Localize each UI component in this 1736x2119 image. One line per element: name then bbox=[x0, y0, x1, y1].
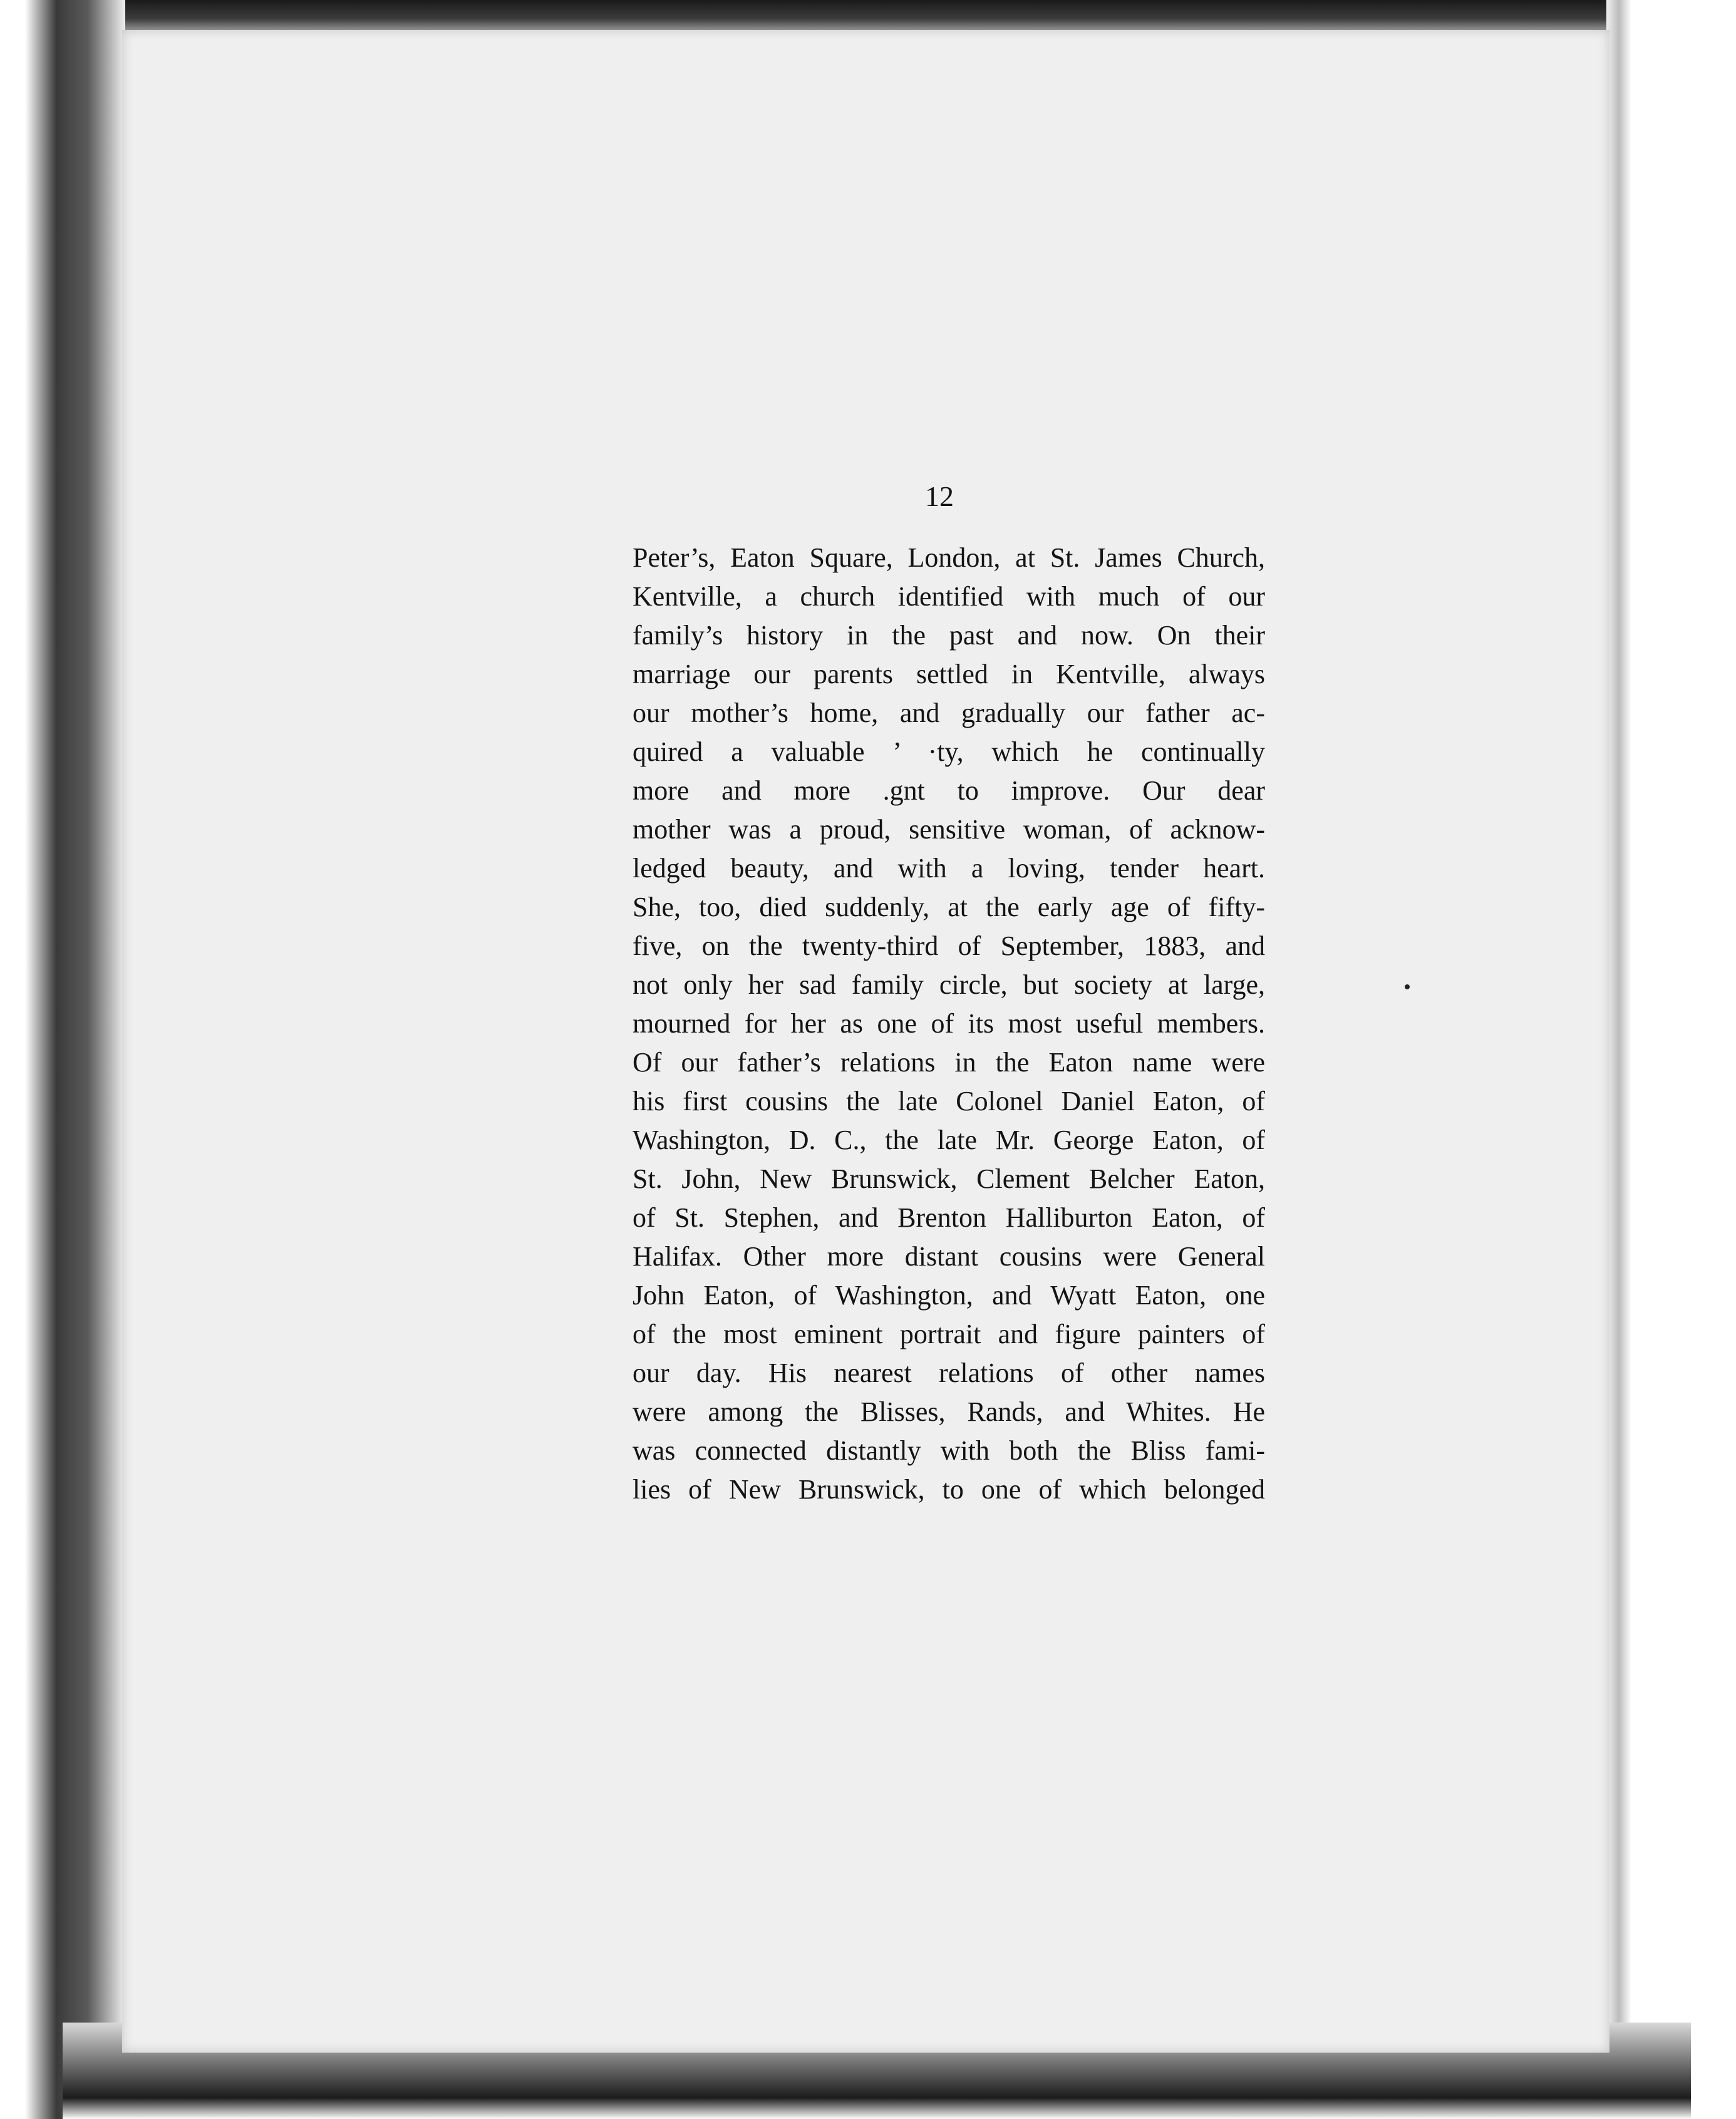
text-line: not only her sad family circle, but society at large, bbox=[633, 969, 1265, 1000]
scan-right-edge bbox=[1606, 0, 1736, 2119]
text-line: Peter’s, Eaton Square, London, at St. James Church, bbox=[633, 542, 1265, 573]
text-line: five, on the twenty-third of September, 1883, and bbox=[633, 931, 1265, 961]
text-line: of the most eminent portrait and figure painters of bbox=[633, 1319, 1265, 1349]
text-line: of St. Stephen, and Brenton Halliburton Eaton, of bbox=[633, 1202, 1265, 1233]
text-line: his first cousins the late Colonel Daniel Eaton, of bbox=[633, 1086, 1265, 1116]
text-line: were among the Blisses, Rands, and Whites. He bbox=[633, 1396, 1265, 1427]
page-number: 12 bbox=[925, 480, 954, 512]
text-line: St. John, New Brunswick, Clement Belcher Eaton, bbox=[633, 1163, 1265, 1194]
text-line: lies of New Brunswick, to one of which belonged bbox=[633, 1474, 1265, 1505]
text-line: mourned for her as one of its most useful members. bbox=[633, 1008, 1265, 1039]
text-line: marriage our parents settled in Kentville, always bbox=[633, 659, 1265, 689]
text-line: Kentville, a church identified with much of our bbox=[633, 581, 1265, 612]
text-line: Washington, D. C., the late Mr. George Eaton, of bbox=[633, 1125, 1265, 1155]
body-text bbox=[633, 539, 1265, 1509]
text-line: John Eaton, of Washington, and Wyatt Eaton, one bbox=[633, 1280, 1265, 1311]
text-line: our mother’s home, and gradually our father ac- bbox=[633, 698, 1265, 728]
book-spine-edge bbox=[0, 0, 125, 2119]
text-line: Halifax. Other more distant cousins were General bbox=[633, 1241, 1265, 1272]
text-line: mother was a proud, sensitive woman, of acknow- bbox=[633, 814, 1265, 845]
text-line: quired a valuable ’ ·ty, which he continually bbox=[633, 736, 1265, 767]
text-line: Of our father’s relations in the Eaton name were bbox=[633, 1047, 1265, 1078]
scan-speck bbox=[1405, 984, 1410, 989]
text-line: family’s history in the past and now. On their bbox=[633, 620, 1265, 651]
text-line: She, too, died suddenly, at the early age of fifty- bbox=[633, 892, 1265, 922]
text-line: ledged beauty, and with a loving, tender heart. bbox=[633, 853, 1265, 884]
text-line: was connected distantly with both the Bliss fami- bbox=[633, 1435, 1265, 1466]
text-line: our day. His nearest relations of other names bbox=[633, 1358, 1265, 1388]
text-line: more and more .gnt to improve. Our dear bbox=[633, 775, 1265, 806]
